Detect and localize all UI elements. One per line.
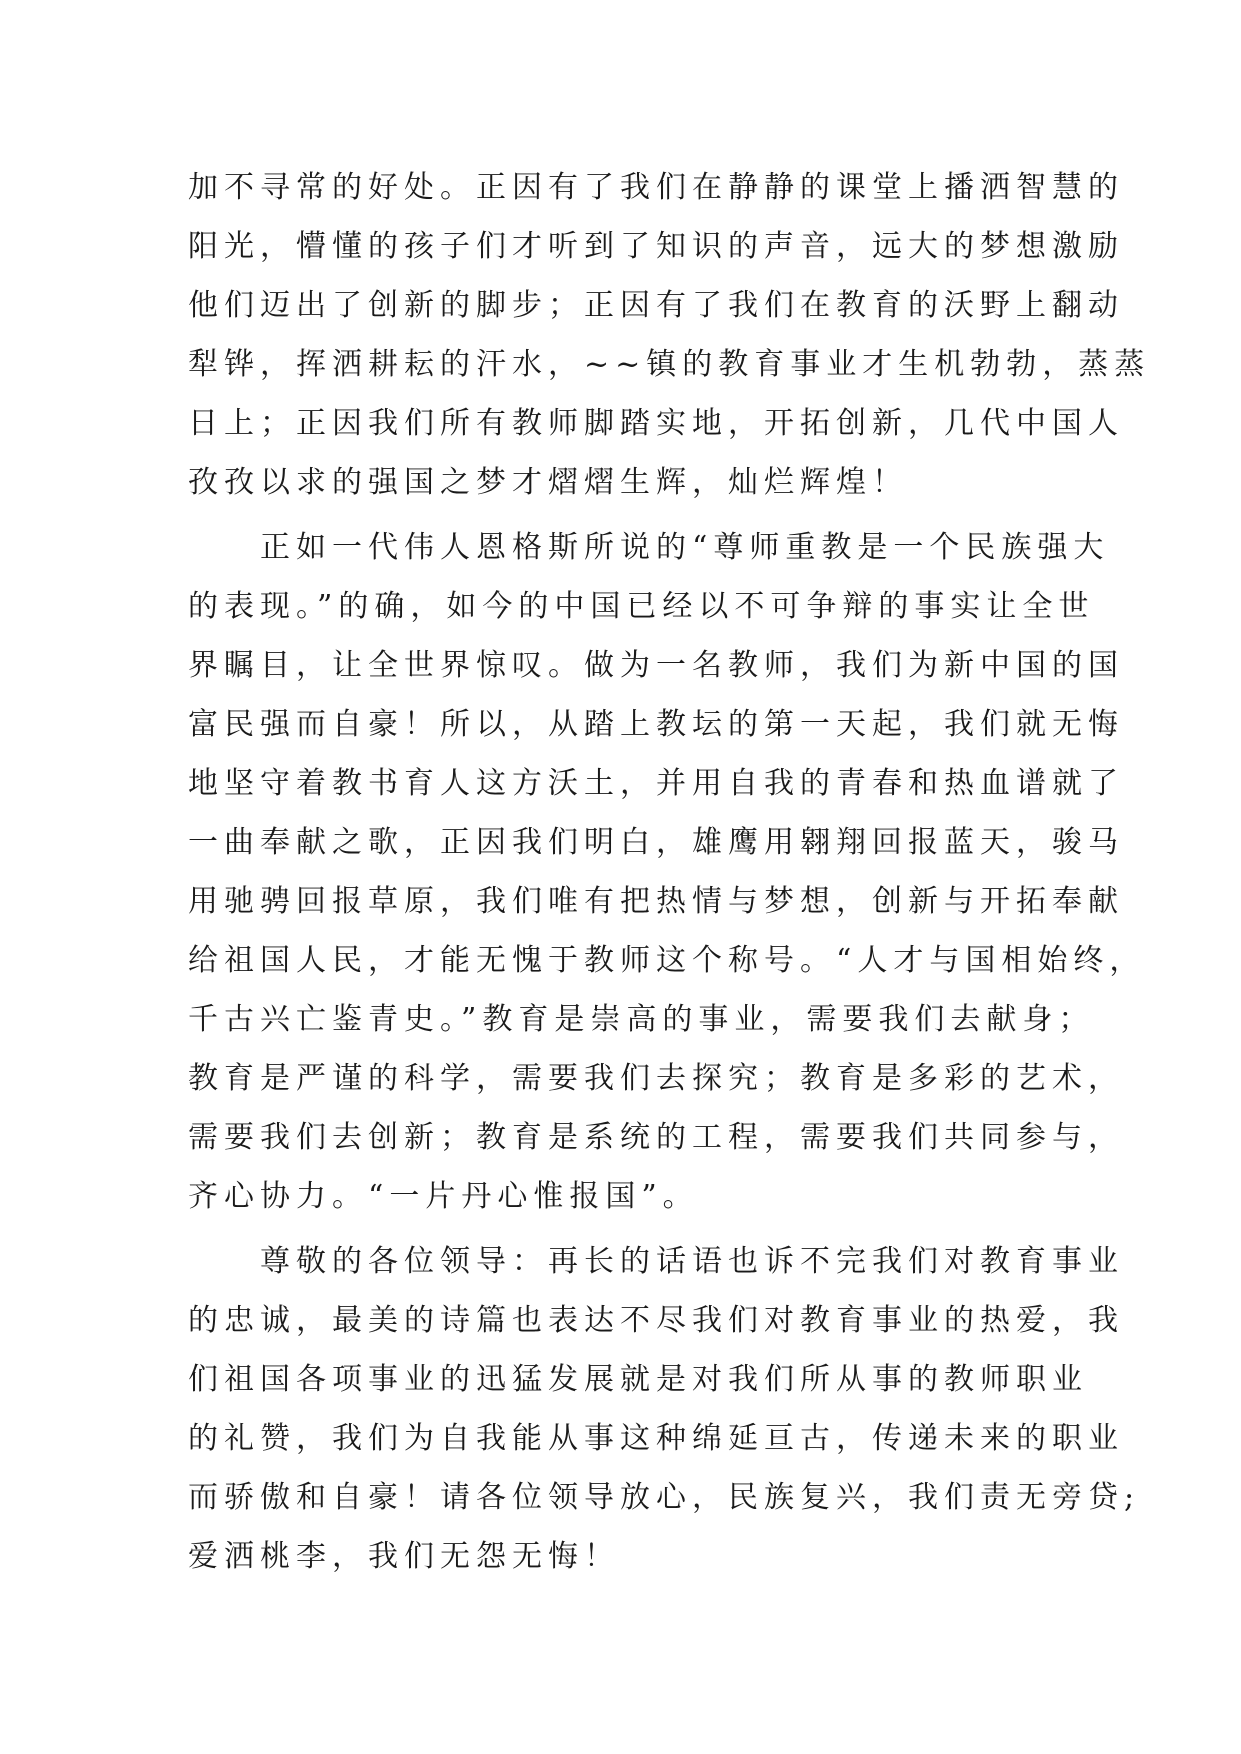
text-line: 爱洒桃李，我们无怨无悔！	[188, 1539, 620, 1574]
text-line: 富民强而自豪！所以，从踏上教坛的第一天起，我们就无悔	[188, 707, 1124, 742]
text-line: 千古兴亡鉴青史。”教育是崇高的事业，需要我们去献身；	[188, 1002, 1095, 1037]
text-line: 阳光，懵懂的孩子们才听到了知识的声音，远大的梦想激励	[188, 229, 1124, 264]
text-line: 的礼赞，我们为自我能从事这种绵延亘古，传递未来的职业	[188, 1421, 1124, 1456]
text-line: 界瞩目，让全世界惊叹。做为一名教师，我们为新中国的国	[188, 648, 1124, 683]
text-line: 孜孜以求的强国之梦才熠熠生辉，灿烂辉煌！	[188, 465, 908, 500]
text-line: 的表现。”的确，如今的中国已经以不可争辩的事实让全世	[188, 589, 1095, 624]
text-line: 一曲奉献之歌，正因我们明白，雄鹰用翱翔回报蓝天，骏马	[188, 825, 1124, 860]
text-line: 加不寻常的好处。正因有了我们在静静的课堂上播洒智慧的	[188, 170, 1124, 205]
text-line: 他们迈出了创新的脚步；正因有了我们在教育的沃野上翻动	[188, 288, 1124, 323]
text-line: 的忠诚，最美的诗篇也表达不尽我们对教育事业的热爱，我	[188, 1303, 1124, 1338]
text-line: 地坚守着教书育人这方沃土，并用自我的青春和热血谱就了	[188, 766, 1124, 801]
text-line: 教育是严谨的科学，需要我们去探究；教育是多彩的艺术，	[188, 1061, 1124, 1096]
text-line: 正如一代伟人恩格斯所说的“尊师重教是一个民族强大	[188, 530, 1110, 565]
paragraph-1	[188, 158, 1151, 512]
text-line: 尊敬的各位领导：再长的话语也诉不完我们对教育事业	[188, 1244, 1124, 1279]
text-line: 犁铧，挥洒耕耘的汗水，~~镇的教育事业才生机勃勃，蒸蒸	[188, 347, 1151, 382]
text-line: 日上；正因我们所有教师脚踏实地，开拓创新，几代中国人	[188, 406, 1124, 441]
paragraph-3	[188, 1232, 1141, 1586]
text-line: 用驰骋回报草原，我们唯有把热情与梦想，创新与开拓奉献	[188, 884, 1124, 919]
text-line: 而骄傲和自豪！请各位领导放心，民族复兴，我们责无旁贷;	[188, 1480, 1141, 1515]
document-body	[188, 158, 1151, 1586]
text-line: 们祖国各项事业的迅猛发展就是对我们所从事的教师职业	[188, 1362, 1088, 1397]
text-line: 需要我们去创新；教育是系统的工程，需要我们共同参与，	[188, 1120, 1124, 1155]
text-line: 给祖国人民，才能无愧于教师这个称号。“人才与国相始终，	[188, 943, 1146, 978]
text-line: 齐心协力。“一片丹心惟报国”。	[188, 1179, 699, 1214]
paragraph-2	[188, 518, 1146, 1226]
